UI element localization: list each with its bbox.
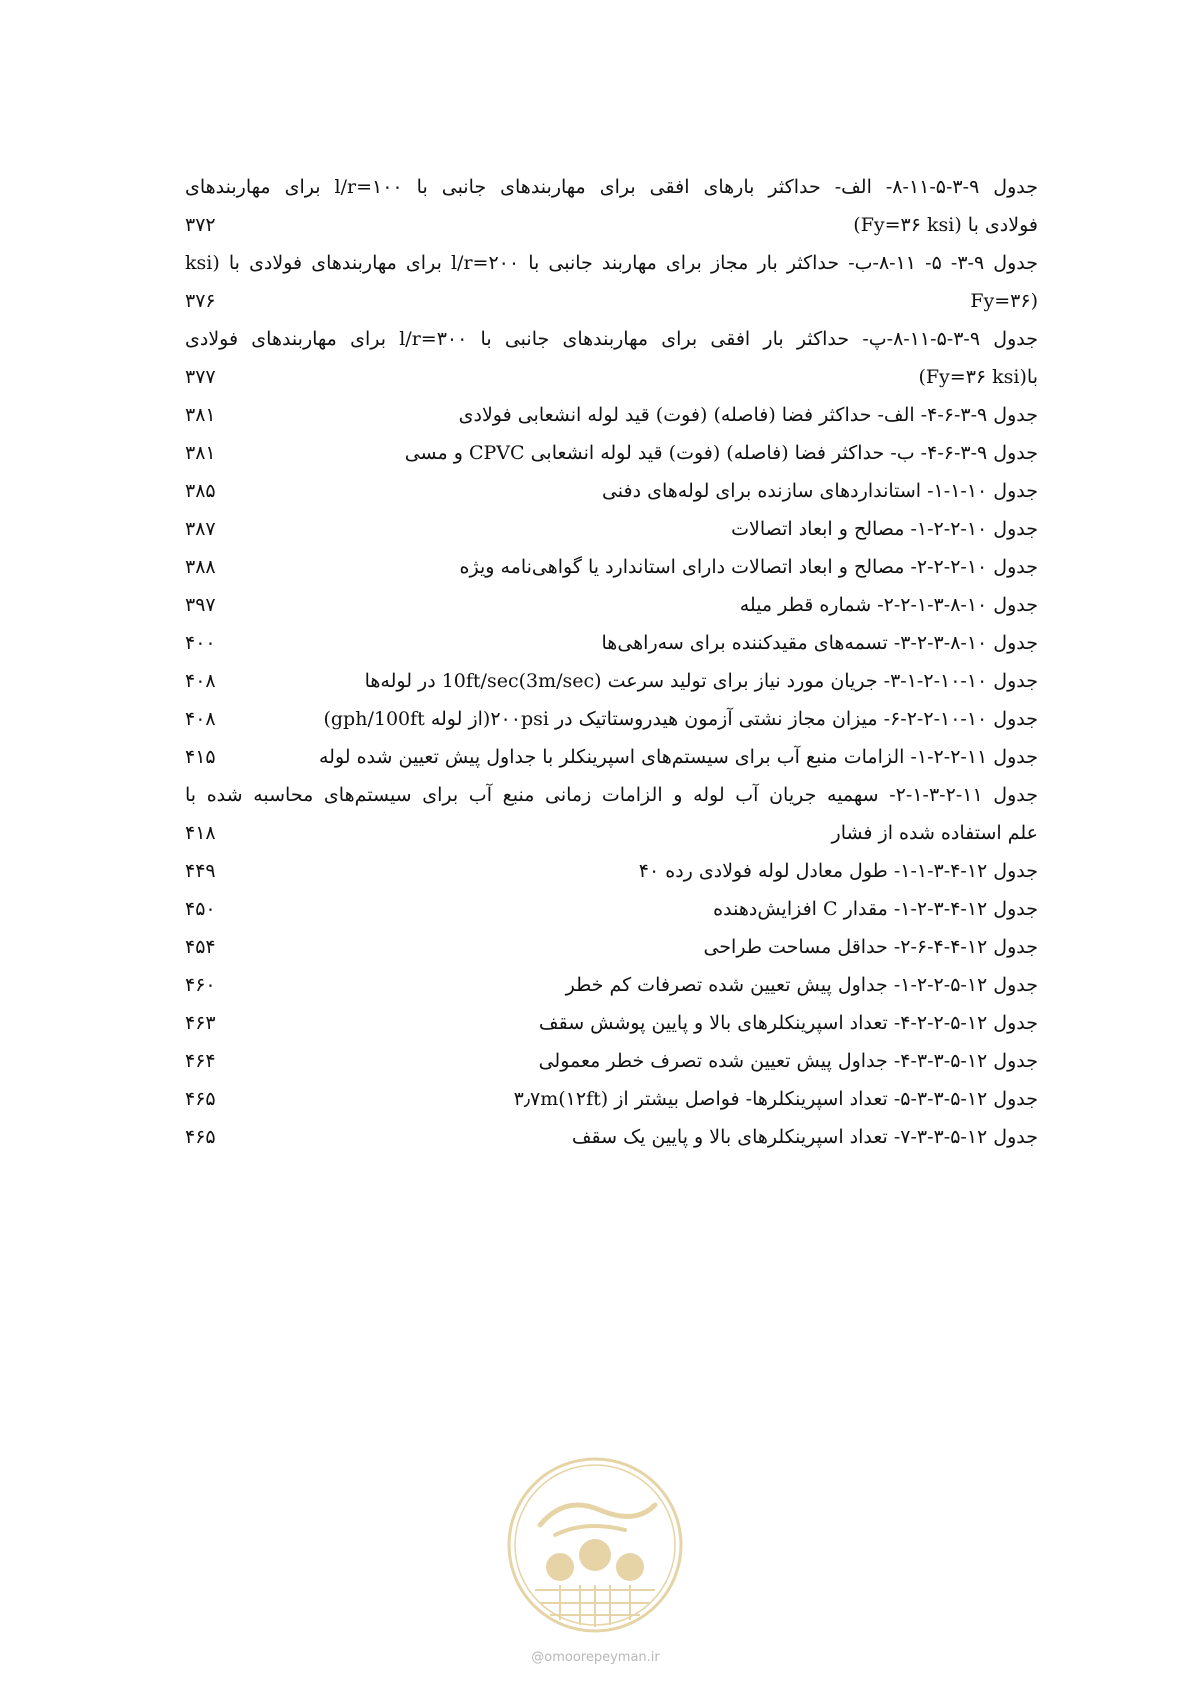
toc-entry[interactable] bbox=[185, 586, 1038, 624]
toc-entry[interactable] bbox=[185, 548, 1038, 586]
toc-entry[interactable] bbox=[185, 1004, 1038, 1042]
toc-entry-title: جدول ۱۰-۲-۲-۱- مصالح و ابعاد اتصالات bbox=[731, 518, 1038, 540]
toc-entry-page: ۴۱۸ bbox=[185, 822, 216, 844]
watermark-logo-icon bbox=[505, 1455, 685, 1635]
toc-entry-title-line: جدول ۹-۳- ۵- ۱۱-۸-ب- حداکثر بار مجاز برای مهاربند جانبی با l/r=۲۰۰ برای مهاربندهای فولادی با (ksi bbox=[185, 252, 1039, 274]
toc-entry-title: جدول ۱۰-۲-۲-۲- مصالح و ابعاد اتصالات دارای استاندارد یا گواهی‌نامه ویژه bbox=[459, 556, 1038, 578]
toc-entry[interactable] bbox=[185, 852, 1038, 890]
toc-entry-page: ۴۶۳ bbox=[185, 1012, 216, 1034]
toc-entry[interactable] bbox=[185, 624, 1038, 662]
toc-entry-page: ۴۰۰ bbox=[185, 632, 216, 654]
toc-entry-page: ۴۱۵ bbox=[185, 746, 216, 768]
toc-entry-title: جدول ۱۰-۸-۳-۲-۳- تسمه‌های مقیدکننده برای سه‌راهی‌ها bbox=[601, 632, 1038, 654]
toc-entry-title: جدول ۱۲-۵-۳-۳-۷- تعداد اسپرینکلرهای بالا و پایین یک سقف bbox=[571, 1126, 1038, 1148]
toc-entry[interactable] bbox=[185, 700, 1038, 738]
watermark-website: @omoorepeyman.ir bbox=[531, 1650, 660, 1665]
toc-entry-title: جدول ۱۲-۴-۴-۶-۲- حداقل مساحت طراحی bbox=[703, 936, 1038, 958]
toc-entry-title: جدول ۱۰-۱۰-۲-۱-۳- جریان مورد نیاز برای تولید سرعت 10ft/sec(3m/sec) در لوله‌ها bbox=[364, 670, 1038, 692]
toc-entry[interactable] bbox=[185, 244, 1038, 320]
toc-entry[interactable] bbox=[185, 662, 1038, 700]
toc-entry-page: ۴۶۴ bbox=[185, 1050, 216, 1072]
toc-entry-title-line: (Fy=۳۶ bbox=[970, 290, 1038, 312]
toc-entry-title-line: فولادی با (Fy=۳۶ ksi) bbox=[853, 214, 1038, 236]
toc-entry-page: ۳۸۱ bbox=[185, 404, 216, 426]
toc-entry-page: ۳۸۵ bbox=[185, 480, 216, 502]
toc-entry-page: ۴۴۹ bbox=[185, 860, 216, 882]
toc-entry[interactable] bbox=[185, 396, 1038, 434]
toc-entry[interactable] bbox=[185, 510, 1038, 548]
toc-entry-title-line: با(Fy=۳۶ ksi) bbox=[918, 366, 1038, 388]
toc-entry-title: جدول ۹-۳-۶-۴- ب- حداکثر فضا (فاصله) (فوت) قید لوله انشعابی CPVC و مسی bbox=[404, 442, 1038, 464]
toc-entry[interactable] bbox=[185, 966, 1038, 1004]
toc-entry-title-line: جدول ۱۱-۲-۳-۱-۲- سهمیه جریان آب لوله و الزامات زمانی منبع آب برای سیستم‌های محاسبه شده با bbox=[185, 784, 1038, 806]
toc-entry-page: ۳۹۷ bbox=[185, 594, 216, 616]
toc-entry-page: ۴۶۰ bbox=[185, 974, 216, 996]
toc-entry-title: جدول ۱۲-۴-۳-۱-۱- طول معادل لوله فولادی رده ۴۰ bbox=[638, 860, 1038, 882]
toc-entry-page: ۳۸۸ bbox=[185, 556, 216, 578]
toc-entry-page: ۴۰۸ bbox=[185, 708, 216, 730]
toc-entry-page: ۳۷۲ bbox=[185, 214, 216, 236]
toc-entry[interactable] bbox=[185, 434, 1038, 472]
toc-entry-page: ۴۰۸ bbox=[185, 670, 216, 692]
toc-entry-page: ۳۸۷ bbox=[185, 518, 216, 540]
toc-entry-title: جدول ۱۰-۱۰-۲-۲-۶- میزان مجاز نشتی آزمون هیدروستاتیک در ۲۰۰psi(از لوله gph/100ft) bbox=[323, 708, 1038, 730]
toc-entry-title: جدول ۱۲-۵-۳-۳-۴- جداول پیش تعیین شده تصرف خطر معمولی bbox=[538, 1050, 1038, 1072]
toc-entry-title-line: علم استفاده شده از فشار bbox=[831, 822, 1038, 844]
toc-entry[interactable] bbox=[185, 1118, 1038, 1156]
toc-entry[interactable] bbox=[185, 738, 1038, 776]
toc-entry-title-line: جدول ۹-۳-۵-۱۱-۸-پ- حداکثر بار افقی برای مهاربندهای جانبی با l/r=۳۰۰ برای مهاربندهای فولادی bbox=[185, 328, 1038, 350]
toc-list bbox=[185, 168, 1038, 1156]
toc-entry-title: جدول ۱۲-۵-۲-۲-۱- جداول پیش تعیین شده تصرفات کم خطر bbox=[565, 974, 1038, 996]
toc-entry-page: ۴۶۵ bbox=[185, 1126, 216, 1148]
toc-entry-page: ۳۸۱ bbox=[185, 442, 216, 464]
toc-entry-page: ۴۶۵ bbox=[185, 1088, 216, 1110]
toc-entry[interactable] bbox=[185, 1080, 1038, 1118]
toc-entry[interactable] bbox=[185, 168, 1038, 244]
toc-entry-title: جدول ۱۲-۴-۳-۲-۱- مقدار C افزایش‌دهنده bbox=[713, 898, 1038, 920]
toc-entry[interactable] bbox=[185, 1042, 1038, 1080]
toc-entry-title-line: جدول ۹-۳-۵-۱۱-۸- الف- حداکثر بارهای افقی برای مهاربندهای جانبی با l/r=۱۰۰ برای مهاربندهای bbox=[185, 176, 1038, 198]
toc-entry-title: جدول ۱۰-۸-۳-۱-۲-۲- شماره قطر میله bbox=[739, 594, 1038, 616]
toc-entry[interactable] bbox=[185, 320, 1038, 396]
toc-entry-page: ۴۵۰ bbox=[185, 898, 216, 920]
toc-entry-page: ۳۷۶ bbox=[185, 290, 216, 312]
toc-entry[interactable] bbox=[185, 472, 1038, 510]
toc-entry-title: جدول ۱۲-۵-۳-۳-۵- تعداد اسپرینکلرها- فواصل بیشتر از ۳٫۷m(۱۲ft) bbox=[513, 1088, 1038, 1110]
toc-entry[interactable] bbox=[185, 890, 1038, 928]
toc-entry-title: جدول ۱۰-۱-۱- استانداردهای سازنده برای لوله‌های دفنی bbox=[601, 480, 1038, 502]
toc-entry-page: ۴۵۴ bbox=[185, 936, 216, 958]
toc-entry-title: جدول ۱۲-۵-۲-۲-۴- تعداد اسپرینکلرهای بالا و پایین پوشش سقف bbox=[538, 1012, 1038, 1034]
toc-entry-title: جدول ۱۱-۲-۲-۱- الزامات منبع آب برای سیستم‌های اسپرینکلر با جداول پیش تعیین شده لوله bbox=[319, 746, 1038, 768]
toc-entry-page: ۳۷۷ bbox=[185, 366, 216, 388]
toc-entry[interactable] bbox=[185, 928, 1038, 966]
toc-entry-title: جدول ۹-۳-۶-۴- الف- حداکثر فضا (فاصله) (فوت) قید لوله انشعابی فولادی bbox=[458, 404, 1038, 426]
toc-entry[interactable] bbox=[185, 776, 1038, 852]
